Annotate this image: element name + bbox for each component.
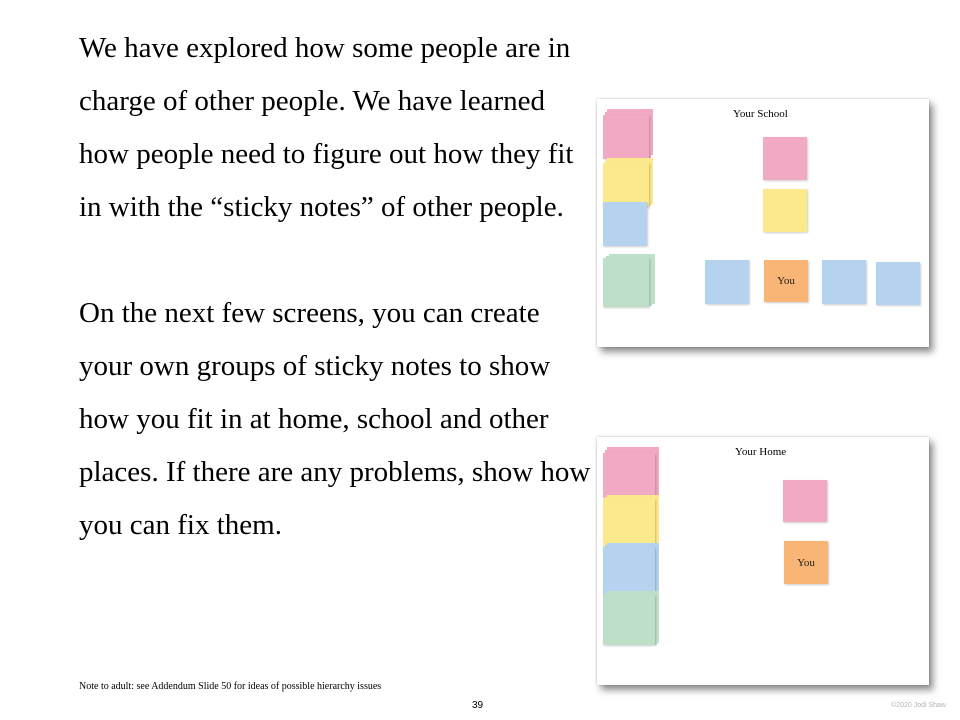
sticky-note — [603, 258, 649, 307]
school-you-label: You — [777, 275, 795, 287]
sticky-note — [603, 453, 655, 498]
home-you-label: You — [797, 556, 815, 569]
school-blue-note-2[interactable] — [822, 260, 866, 304]
copyright: ©2020 Jodi Shaw — [891, 702, 946, 709]
school-panel-title: Your School — [733, 108, 788, 120]
paragraph-1: We have explored how some people are in charge of other people. We have learned how people need to figure out how they fit in with the “sticky notes” of other people. — [79, 32, 574, 223]
sticky-note — [603, 163, 649, 207]
home-panel — [597, 437, 929, 685]
school-blue-note-3[interactable] — [876, 262, 920, 305]
sticky-note — [603, 547, 655, 596]
page-number: 39 — [472, 700, 484, 711]
home-pink-note[interactable] — [783, 480, 827, 522]
home-panel-title: Your Home — [735, 446, 787, 458]
school-panel — [597, 99, 929, 347]
home-you-note[interactable] — [784, 541, 828, 584]
sticky-note — [603, 115, 649, 159]
sticky-note — [603, 202, 647, 246]
school-pink-note[interactable] — [763, 137, 807, 180]
sticky-note — [603, 595, 655, 645]
adult-note: Note to adult: see Addendum Slide 50 for ideas of possible hierarchy issues — [79, 681, 382, 692]
paragraph-2: On the next few screens, you can create your own groups of sticky notes to show how you fit in at home, school and other places. If there are any problems, show how you can fix them. — [79, 297, 591, 541]
school-you-note[interactable] — [764, 260, 808, 302]
sticky-note — [603, 499, 655, 548]
school-blue-note-1[interactable] — [705, 260, 749, 304]
main-text — [79, 22, 599, 552]
school-yellow-note[interactable] — [763, 189, 807, 232]
